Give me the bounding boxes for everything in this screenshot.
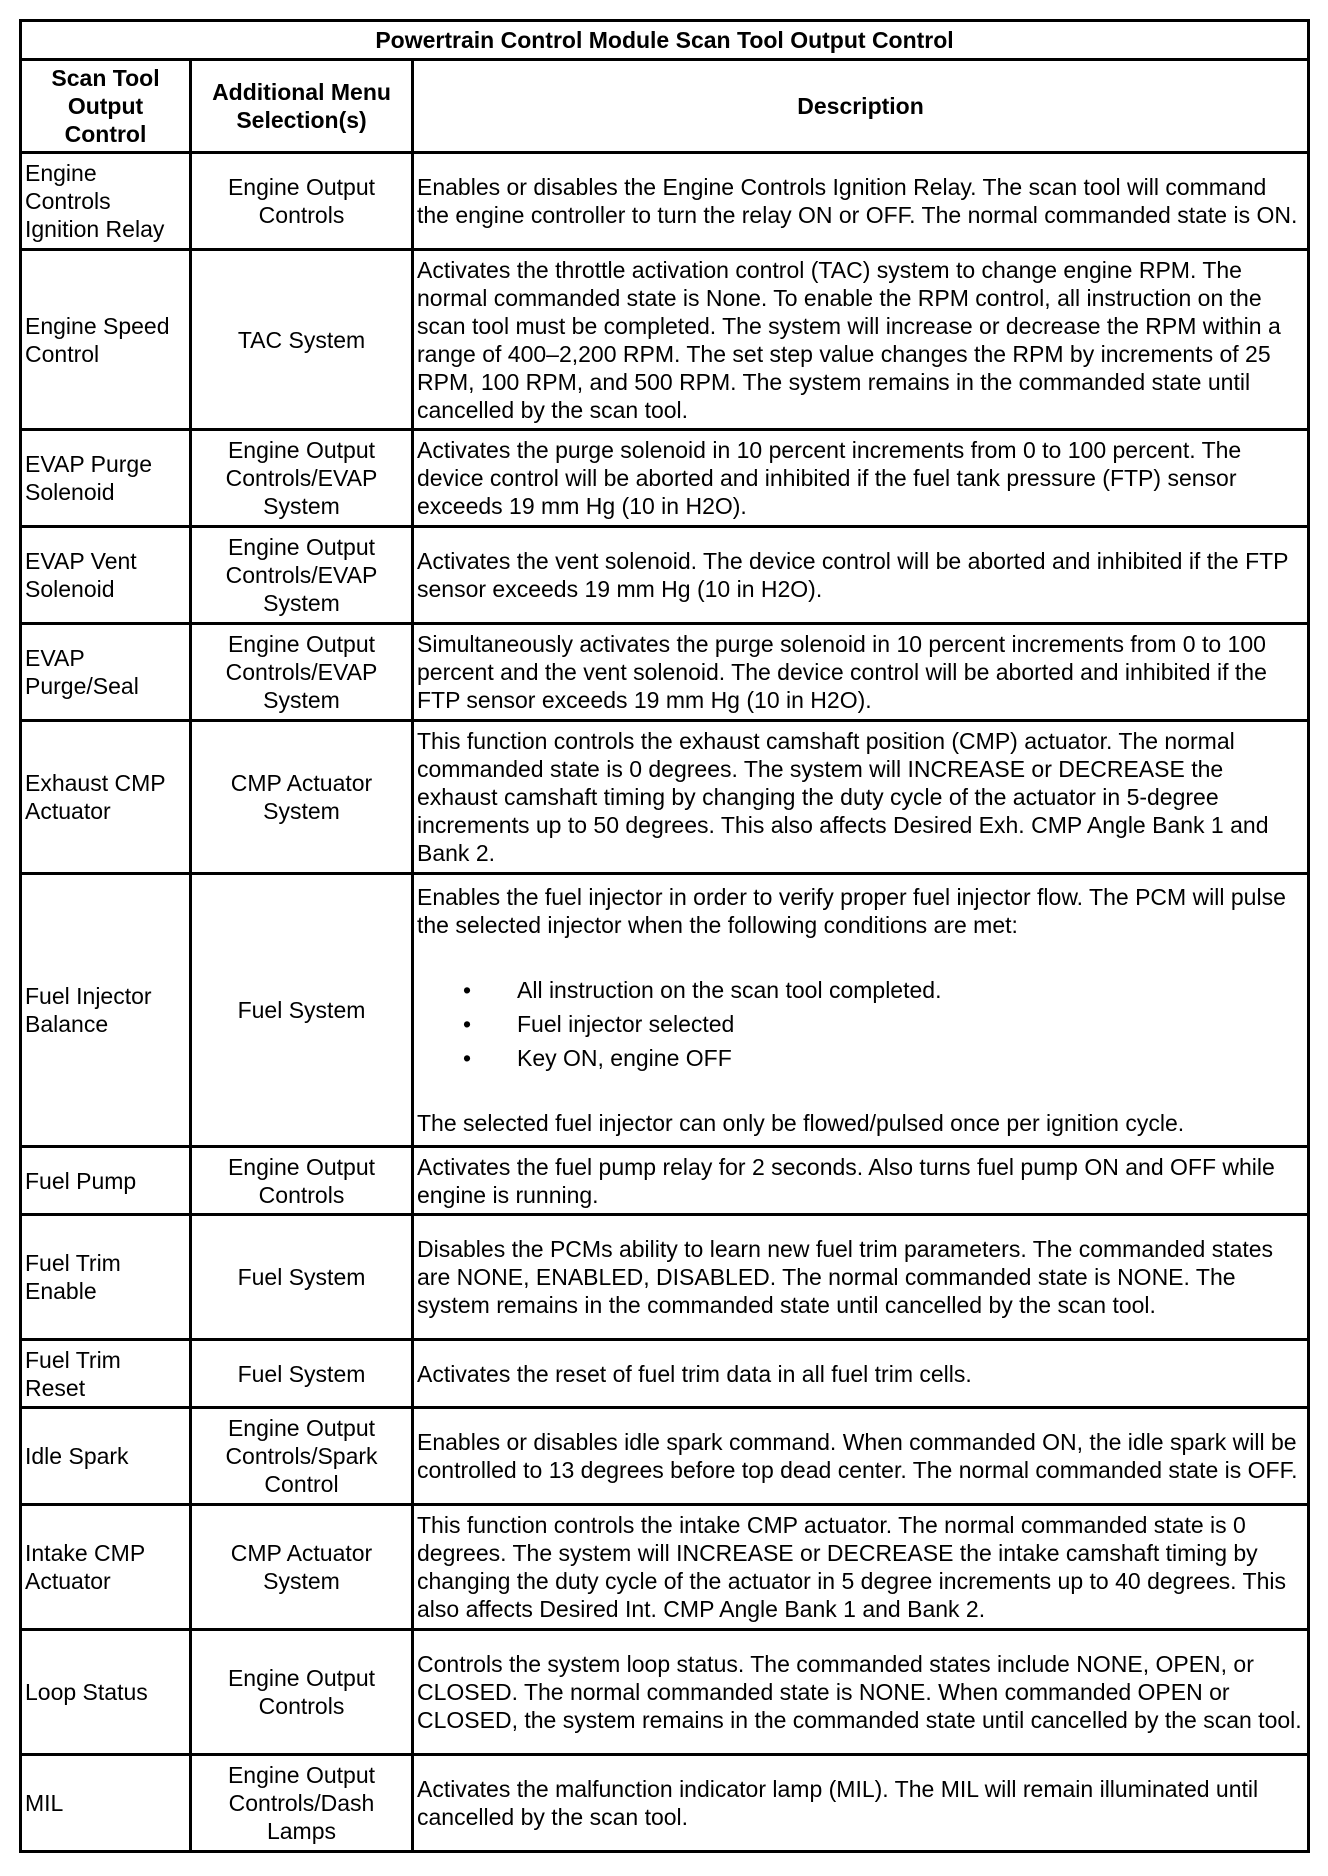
menu-cell: Engine Output Controls/Spark Control (191, 1408, 413, 1505)
table-row (21, 430, 1309, 527)
control-cell: MIL (21, 1755, 191, 1852)
menu-cell: Engine Output Controls/EVAP System (191, 527, 413, 624)
table-row (21, 1408, 1309, 1505)
table-row (21, 1755, 1309, 1852)
table-row (21, 1147, 1309, 1215)
menu-cell: Engine Output Controls (191, 1630, 413, 1755)
menu-cell: Engine Output Controls/Dash Lamps (191, 1755, 413, 1852)
description-cell: This function controls the intake CMP actuator. The normal commanded state is 0 degrees. The system will INCREASE or DECREASE the intake camshaft timing by changing the duty cycle of the actuator in 5 degree increments up to 40 degrees. This also affects Desired Int. CMP Angle Bank 1 and Bank 2. (413, 1505, 1309, 1630)
description-cell (413, 874, 1309, 1147)
list-item: • All instruction on the scan tool completed. (463, 973, 1304, 1007)
table-row (21, 1340, 1309, 1408)
control-cell: EVAP Purge/Seal (21, 624, 191, 721)
condition-list (417, 973, 1304, 1075)
control-cell: EVAP Purge Solenoid (21, 430, 191, 527)
description-cell: Controls the system loop status. The commanded states include NONE, OPEN, or CLOSED. The normal commanded state is NONE. When commanded OPEN or CLOSED, the system remains in the commanded state until cancelled by the scan tool. (413, 1630, 1309, 1755)
menu-cell: CMP Actuator System (191, 1505, 413, 1630)
table-row (21, 250, 1309, 430)
list-item: • Fuel injector selected (463, 1007, 1304, 1041)
table-row (21, 153, 1309, 250)
control-cell: EVAP Vent Solenoid (21, 527, 191, 624)
menu-cell: Fuel System (191, 1340, 413, 1408)
menu-cell: Engine Output Controls (191, 153, 413, 250)
table-title: Powertrain Control Module Scan Tool Output Control (21, 21, 1309, 60)
description-cell: Activates the throttle activation control (TAC) system to change engine RPM. The normal commanded state is None. To enable the RPM control, all instruction on the scan tool must be completed. The system will increase or decrease the RPM within a range of 400–2,200 RPM. The set step value changes the RPM by increments of 25 RPM, 100 RPM, and 500 RPM. The system remains in the commanded state until cancelled by the scan tool. (413, 250, 1309, 430)
menu-cell: Fuel System (191, 874, 413, 1147)
table-row (21, 874, 1309, 1147)
menu-cell: Engine Output Controls (191, 1147, 413, 1215)
description-intro: Enables the fuel injector in order to verify proper fuel injector flow. The PCM will pulse the selected injector when the following conditions are met: (417, 884, 1286, 938)
output-control-table (19, 19, 1310, 1853)
control-cell: Loop Status (21, 1630, 191, 1755)
table-row (21, 624, 1309, 721)
control-cell: Fuel Injector Balance (21, 874, 191, 1147)
control-cell: Engine Speed Control (21, 250, 191, 430)
menu-cell: CMP Actuator System (191, 721, 413, 874)
description-cell: Disables the PCMs ability to learn new fuel trim parameters. The commanded states are NONE, ENABLED, DISABLED. The normal commanded state is NONE. The system remains in the commanded state until cancelled by the scan tool. (413, 1215, 1309, 1340)
table-row (21, 1505, 1309, 1630)
table-row (21, 1215, 1309, 1340)
description-cell: This function controls the exhaust camshaft position (CMP) actuator. The normal commanded state is 0 degrees. The system will INCREASE or DECREASE the exhaust camshaft timing by changing the duty cycle of the actuator in 5-degree increments up to 50 degrees. This also affects Desired Exh. CMP Angle Bank 1 and Bank 2. (413, 721, 1309, 874)
control-cell: Fuel Trim Reset (21, 1340, 191, 1408)
control-cell: Fuel Pump (21, 1147, 191, 1215)
description-cell: Enables or disables the Engine Controls Ignition Relay. The scan tool will command the engine controller to turn the relay ON or OFF. The normal commanded state is ON. (413, 153, 1309, 250)
description-cell: Activates the malfunction indicator lamp (MIL). The MIL will remain illuminated until cancelled by the scan tool. (413, 1755, 1309, 1852)
description-cell: Simultaneously activates the purge solenoid in 10 percent increments from 0 to 100 percent and the vent solenoid. The device control will be aborted and inhibited if the FTP sensor exceeds 19 mm Hg (10 in H2O). (413, 624, 1309, 721)
description-cell: Activates the fuel pump relay for 2 seconds. Also turns fuel pump ON and OFF while engine is running. (413, 1147, 1309, 1215)
description-cell: Activates the reset of fuel trim data in all fuel trim cells. (413, 1340, 1309, 1408)
control-cell: Engine Controls Ignition Relay (21, 153, 191, 250)
table-row (21, 527, 1309, 624)
table-header-row (21, 60, 1309, 153)
description-cell: Activates the purge solenoid in 10 percent increments from 0 to 100 percent. The device control will be aborted and inhibited if the fuel tank pressure (FTP) sensor exceeds 19 mm Hg (10 in H2O). (413, 430, 1309, 527)
header-scan-tool-output-control: Scan Tool Output Control (21, 60, 191, 153)
header-description: Description (413, 60, 1309, 153)
table-title-row (21, 21, 1309, 60)
description-cell: Enables or disables idle spark command. When commanded ON, the idle spark will be controlled to 13 degrees before top dead center. The normal commanded state is OFF. (413, 1408, 1309, 1505)
table-row (21, 1630, 1309, 1755)
control-cell: Exhaust CMP Actuator (21, 721, 191, 874)
description-outro: The selected fuel injector can only be flowed/pulsed once per ignition cycle. (417, 1110, 1185, 1136)
header-additional-menu-selections: Additional Menu Selection(s) (191, 60, 413, 153)
control-cell: Idle Spark (21, 1408, 191, 1505)
menu-cell: Engine Output Controls/EVAP System (191, 624, 413, 721)
list-item: • Key ON, engine OFF (463, 1041, 1304, 1075)
control-cell: Fuel Trim Enable (21, 1215, 191, 1340)
description-cell: Activates the vent solenoid. The device control will be aborted and inhibited if the FTP sensor exceeds 19 mm Hg (10 in H2O). (413, 527, 1309, 624)
control-cell: Intake CMP Actuator (21, 1505, 191, 1630)
menu-cell: Fuel System (191, 1215, 413, 1340)
menu-cell: Engine Output Controls/EVAP System (191, 430, 413, 527)
table-row (21, 721, 1309, 874)
menu-cell: TAC System (191, 250, 413, 430)
